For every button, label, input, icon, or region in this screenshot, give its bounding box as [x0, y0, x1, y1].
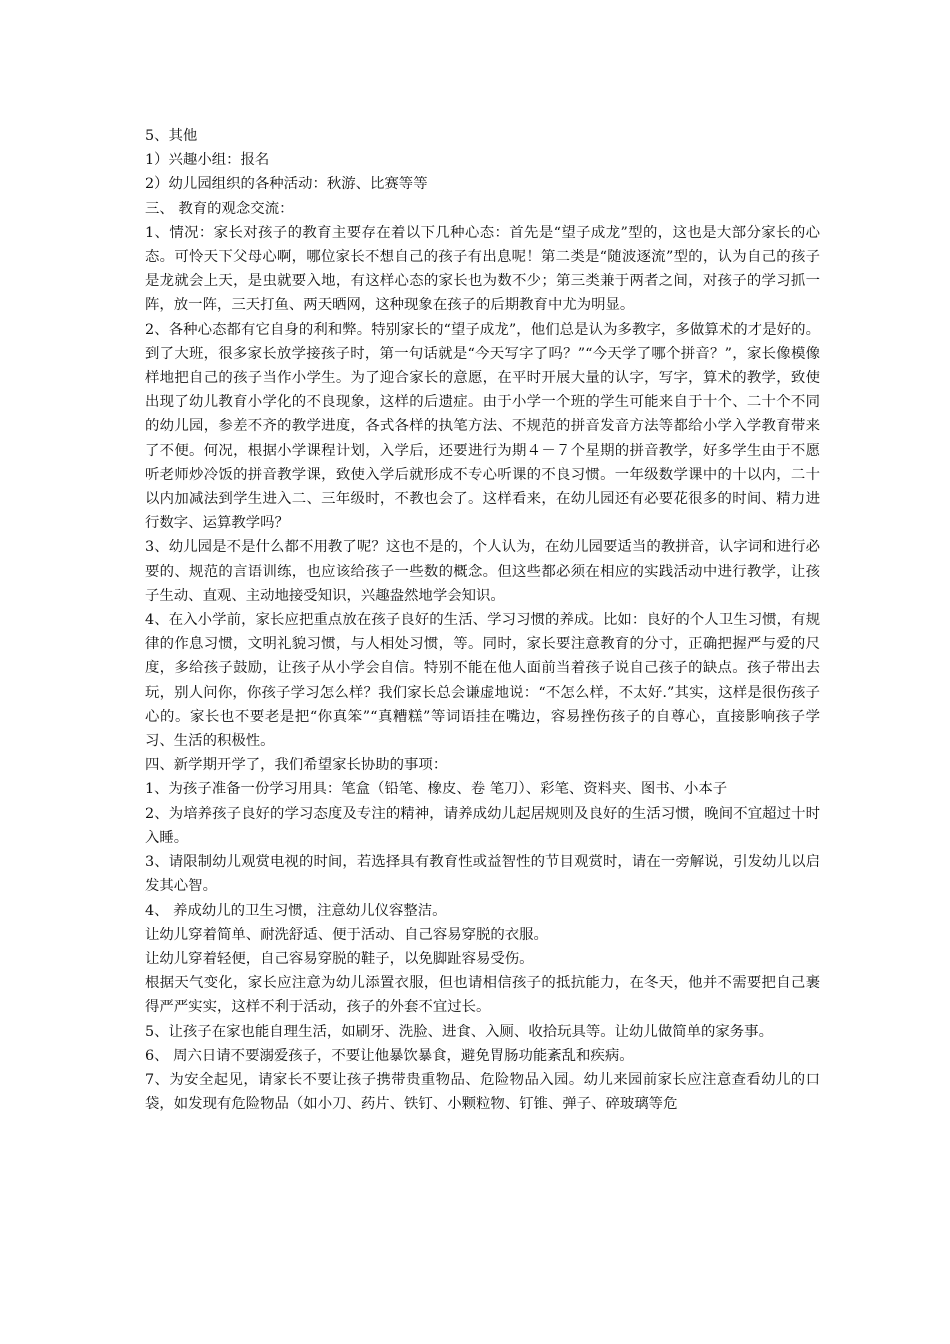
- section-heading-education-concepts: 三、 教育的观念交流：: [145, 200, 294, 217]
- hygiene-weather-clothing: 根据天气变化，家长应注意为幼儿添置衣服，但也请相信孩子的抵抗能力，在冬天，他并不需要把自己裹得严严实实，这样不利于活动，孩子的外套不宜过长。: [145, 975, 820, 1016]
- paragraph-pros-and-cons: 2、各种心态都有它自身的利和弊。特别家长的“望子成龙”，他们总是认为多教字，多做算术的才是好的。到了大班，很多家长放学接孩子时，第一句话就是“今天写字了吗？”“今天学了哪个拼音？”，家长像模像样地把自己的孩子当作小学生。为了迎合家长的意愿，在平时开展大量的认字，写字，算术的教学，致使出现了幼儿教育小学化的不良现象，这样的后遗症。由于小学一个班的学生可能来自于十个、二十个不同的幼儿园，参差不齐的教学进度，各式各样的执笔方法、不规范的拼音发音方法等都给小学入学教育带来了不便。何况，根据小学课程计划，入学后，还要进行为期４－７个星期的拼音教学，好多学生由于不愿听老师炒冷饭的拼音教学课，致使入学后就形成不专心听课的不良习惯。一年级数学课中的十以内，二十以内加减法到学生进入二、三年级时，不教也会了。这样看来，在幼儿园还有必要花很多的时间、精力进行数字、运算教学吗？: [145, 321, 820, 532]
- section-heading-other: 5、其他: [145, 128, 198, 144]
- paragraph-what-to-teach: 3、幼儿园是不是什么都不用教了呢？这也不是的，个人认为，在幼儿园要适当的教拼音，认字词和进行必要的、规范的言语训练，也应该给孩子一些数的概念。但这些都必须在相应的实践活动中进行教学，让孩子生动、直观、主动地接受知识，兴趣盎然地学会知识。: [145, 539, 820, 604]
- list-item-hygiene: 4、 养成幼儿的卫生习惯，注意幼儿仪容整洁。: [145, 902, 447, 919]
- list-item-weekend-diet: 6、 周六日请不要溺爱孩子，不要让他暴饮暴食，避免胃肠功能紊乱和疾病。: [145, 1047, 634, 1064]
- hygiene-shoes: 让幼儿穿着轻便，自己容易穿脱的鞋子，以免脚趾容易受伤。: [145, 950, 534, 967]
- list-item-self-care: 5、让孩子在家也能自理生活，如刷牙、洗脸、进食、入厕、收拾玩具等。让幼儿做简单的家务事。: [145, 1023, 773, 1040]
- paragraph-habits: 4、在入小学前，家长应把重点放在孩子良好的生活、学习习惯的养成。比如：良好的个人卫生习惯，有规律的作息习惯，文明礼貌习惯，与人相处习惯，等。同时，家长要注意教育的分寸，正确把握严与爱的尺度，多给孩子鼓励，让孩子从小学会自信。特别不能在他人面前当着孩子说自己孩子的缺点。孩子带出去玩，别人问你，你孩子学习怎么样？我们家长总会谦虚地说：“不怎么样，不太好.”其实，这样是很伤孩子心的。家长也不要老是把“你真笨”“真糟糕”等词语挂在嘴边，容易挫伤孩子的自尊心，直接影响孩子学习、生活的积极性。: [145, 612, 820, 750]
- list-item-activities: 2）幼儿园组织的各种活动：秋游、比赛等等: [145, 176, 428, 193]
- document-body: [145, 124, 820, 1116]
- list-item-safety: 7、为安全起见，请家长不要让孩子携带贵重物品、危险物品入园。幼儿来园前家长应注意查看幼儿的口袋，如发现有危险物品（如小刀、药片、铁钉、小颗粒物、钉锥、弹子、碎玻璃等危: [145, 1071, 820, 1113]
- hygiene-clothing: 让幼儿穿着简单、耐洗舒适、便于活动、自己容易穿脱的衣服。: [145, 926, 548, 943]
- list-item-sleep-routine: 2、为培养孩子良好的学习态度及专注的精神，请养成幼儿起居规则及良好的生活习惯，晚间不宜超过十时入睡。: [145, 805, 820, 846]
- list-item-school-supplies: 1、为孩子准备一份学习用具：笔盒（铅笔、橡皮、卷 笔刀）、彩笔、资料夹、图书、小本子: [145, 781, 728, 798]
- list-item-tv-limits: 3、请限制幼儿观赏电视的时间，若选择具有教育性或益智性的节目观赏时，请在一旁解说，引发幼儿以启发其心智。: [145, 854, 820, 895]
- section-heading-parent-assistance: 四、新学期开学了，我们希望家长协助的事项：: [145, 757, 448, 774]
- paragraph-parent-mindsets: 1、情况：家长对孩子的教育主要存在着以下几种心态：首先是“望子成龙”型的，这也是大部分家长的心态。可怜天下父母心啊，哪位家长不想自己的孩子有出息呢！第二类是“随波逐流”型的，认为自己的孩子是龙就会上天，是虫就要入地，有这样心态的家长也为数不少；第三类兼于两者之间，对孩子的学习抓一阵，放一阵，三天打鱼、两天晒网，这种现象在孩子的后期教育中尤为明显。: [145, 224, 820, 314]
- list-item-interest-group: 1）兴趣小组：报名: [145, 152, 270, 169]
